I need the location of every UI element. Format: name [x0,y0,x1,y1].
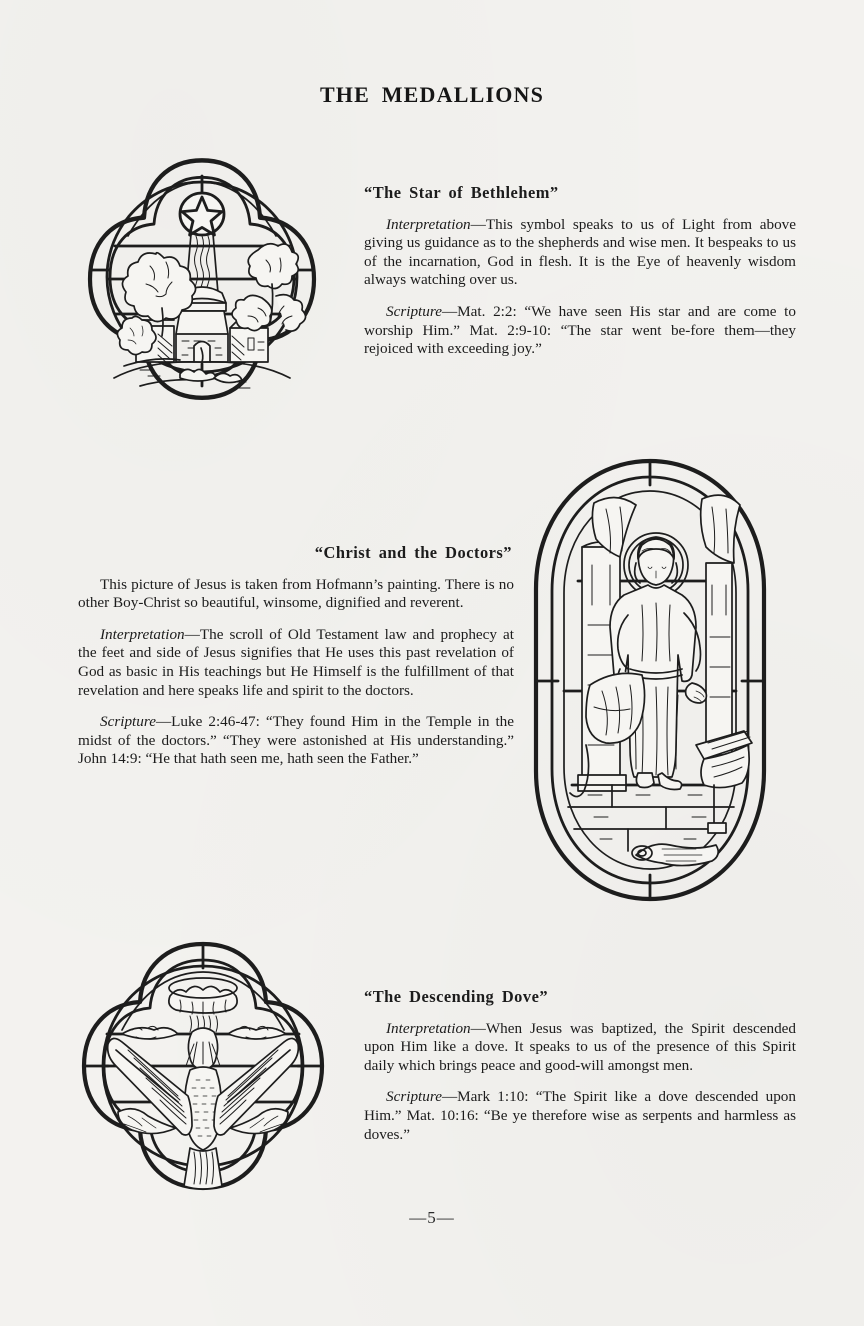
section-heading-star-of-bethlehem: “The Star of Bethlehem” [364,183,559,202]
paragraph-lead: Scripture [386,1088,442,1106]
paragraph-text: —When Jesus was baptized, the Spirit descended upon Him like a dove. It speaks to us of the presence of this Spirit daily which brings peace and good-will amongst men. [364,1019,796,1074]
section-heading-the-descending-dove: “The Descending Dove” [364,987,549,1006]
section-the-descending-dove [364,988,796,1144]
page-number: —5— [409,1208,455,1227]
star-of-bethlehem-medallion [62,138,342,410]
section-star-of-bethlehem [364,184,796,359]
section-heading-christ-and-the-doctors: “Christ and the Doctors” [314,543,512,562]
paragraph-text: This picture of Jesus is taken from Hofmann’s painting. There is no other Boy-Christ so beautiful, winsome, dignified and reverent. [78,575,514,612]
page-title: THE MEDALLIONS [319,82,545,107]
paragraph-interpretation [78,626,514,700]
paragraph-lead: Scripture [100,713,156,731]
paragraph-lead: Interpretation [386,215,471,233]
paragraph-interpretation [364,216,796,290]
paragraph-scripture [364,1088,796,1144]
descending-dove-medallion [60,938,346,1200]
paragraph-lead: Interpretation [386,1019,471,1037]
paragraph-text: —The scroll of Old Testament law and prophecy at the feet and side of Jesus signifies that He uses this past revelation of God as basic in His teachings but He Himself is the fulfillment of that revelation and here speaks life and spirit to the doctors. [78,625,514,699]
paragraph-text: —Luke 2:46-47: “They found Him in the Temple in the midst of the doctors.” “They were astonished at His understanding.” John 14:9: “He that hath seen me, hath seen the Father.” [78,713,514,768]
paragraph-text: —This symbol speaks to us of Light from above giving us guidance as to the shepherds and wise men. It bespeaks to us of the incarnation, God in flesh. It is the Eye of heavenly wisdom always watching over us. [364,215,796,289]
paragraph-text: —Mark 1:10: “The Spirit like a dove descended upon Him.” Mat. 10:16: “Be ye therefore wise as serpents and harmless as doves.” [364,1088,796,1143]
paragraph-lead: Scripture [386,302,442,320]
paragraph-lead: Interpretation [100,625,185,643]
section-christ-and-the-doctors [78,544,514,769]
paragraph-scripture [78,713,514,769]
christ-and-the-doctors-medallion [516,455,784,905]
paragraph-scripture [364,303,796,359]
paragraph-interpretation [364,1020,796,1076]
paragraph-intro [78,576,514,613]
paragraph-text: —Mat. 2:2: “We have seen His star and are come to worship Him.” Mat. 2:9-10: “The star went be-fore them—they rejoiced with exceeding joy.” [364,302,796,358]
